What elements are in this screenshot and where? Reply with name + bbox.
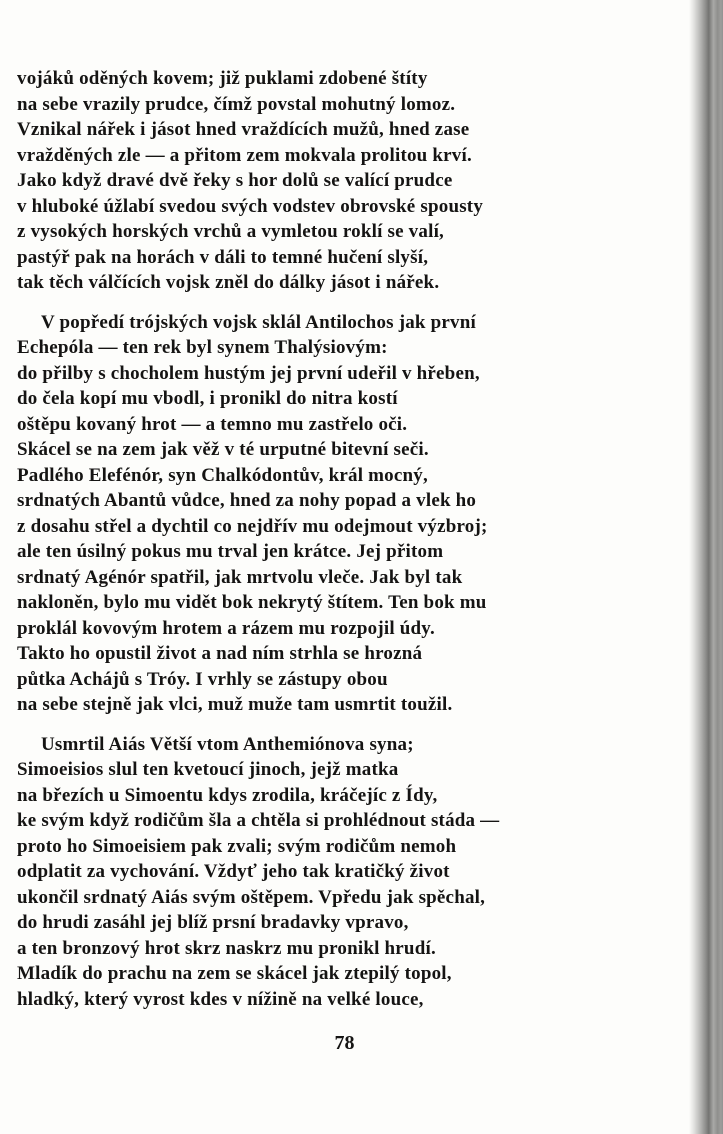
verse-line: a ten bronzový hrot skrz naskrz mu pronikl hrudí. <box>17 937 436 959</box>
verse-line: Usmrtil Aiás Větší vtom Anthemiónova syna; <box>41 733 414 755</box>
verse-line: Padlého Elefénór, syn Chalkódontův, král mocný, <box>17 464 428 486</box>
verse-line: z vysokých horských vrchů a vymletou roklí se valí, <box>17 221 444 242</box>
verse-line: na březích u Simoentu kdys zrodila, kráčejíc z Ídy, <box>17 784 438 806</box>
verse-line: srdnatých Abantů vůdce, hned za nohy popad a vlek ho <box>17 490 477 511</box>
verse-line: srdnatý Agénór spatřil, jak mrtvolu vleče. Jak byl tak <box>17 566 463 588</box>
verse-line: V popředí trójských vojsk sklál Antilochos jak první <box>41 311 476 333</box>
verse-line: Jako když dravé dvě řeky s hor dolů se valící prudce <box>17 170 453 191</box>
verse-paragraph <box>17 310 679 718</box>
verse-line: hladký, který vyrost kdes v nížině na velké louce, <box>17 988 424 1010</box>
verse-line: ukončil srdnatý Aiás svým oštěpem. Vpředu jak spěchal, <box>17 886 486 908</box>
verse-line: Vznikal nářek i jásot hned vraždících mužů, hned zase <box>17 119 470 140</box>
page-edge-shadow <box>689 0 723 1134</box>
verse-line: na sebe vrazily prudce, čímž povstal mohutný lomoz. <box>17 93 456 115</box>
verse-line: do hrudi zasáhl jej blíž prsní bradavky vpravo, <box>17 912 409 933</box>
verse-line: Simoeisios slul ten kvetoucí jinoch, jejž matka <box>17 759 399 780</box>
verse-line: na sebe stejně jak vlci, muž muže tam usmrtit toužil. <box>17 694 453 715</box>
verse-line: vojáků oděných kovem; již puklami zdobené štíty <box>17 68 428 89</box>
verse-line: oštěpu kovaný hrot — a temno mu zastřelo oči. <box>17 413 408 435</box>
verse-line: z dosahu střel a dychtil co nejdřív mu odejmout výzbroj; <box>17 515 488 537</box>
verse-line: proklál kovovým hrotem a rázem mu rozpojil údy. <box>17 617 435 639</box>
verse-line: půtka Achájů s Tróy. I vrhly se zástupy obou <box>17 668 388 690</box>
verse-line: do přilby s chocholem hustým jej první udeřil v hřeben, <box>17 362 480 384</box>
verse-line: vražděných zle — a přitom zem mokvala prolitou krví. <box>17 144 472 166</box>
verse-line: v hluboké úžlabí svedou svých vodstev obrovské spousty <box>17 195 484 217</box>
verse-line: do čela kopí mu vbodl, i pronikl do nitra kostí <box>17 388 398 409</box>
verse-line: Takto ho opustil život a nad ním strhla se hrozná <box>17 643 423 664</box>
verse-line: tak těch válčících vojsk zněl do dálky jásot i nářek. <box>17 272 440 293</box>
verse-paragraph <box>17 732 679 1013</box>
text-block <box>17 66 679 1026</box>
verse-line: Echepóla — ten rek byl synem Thalýsiovým: <box>17 337 388 358</box>
verse-line: Skácel se na zem jak věž v té urputné bitevní seči. <box>17 439 429 460</box>
verse-line: ale ten úsilný pokus mu trval jen krátce. Jej přitom <box>17 541 444 562</box>
verse-line: ke svým když rodičům šla a chtěla si prohlédnout stáda — <box>17 810 500 831</box>
verse-line: nakloněn, bylo mu vidět bok nekrytý štítem. Ten bok mu <box>17 592 487 613</box>
verse-line: pastýř pak na horách v dáli to temné hučení slyší, <box>17 246 429 268</box>
verse-line: Mladík do prachu na zem se skácel jak ztepilý topol, <box>17 963 452 984</box>
page-number: 78 <box>334 1032 355 1054</box>
verse-line: odplatit za vychování. Vždyť jeho tak kratičký život <box>17 861 450 882</box>
verse-paragraph <box>17 66 679 296</box>
verse-line: proto ho Simoeisiem pak zvali; svým rodičům nemoh <box>17 835 457 857</box>
